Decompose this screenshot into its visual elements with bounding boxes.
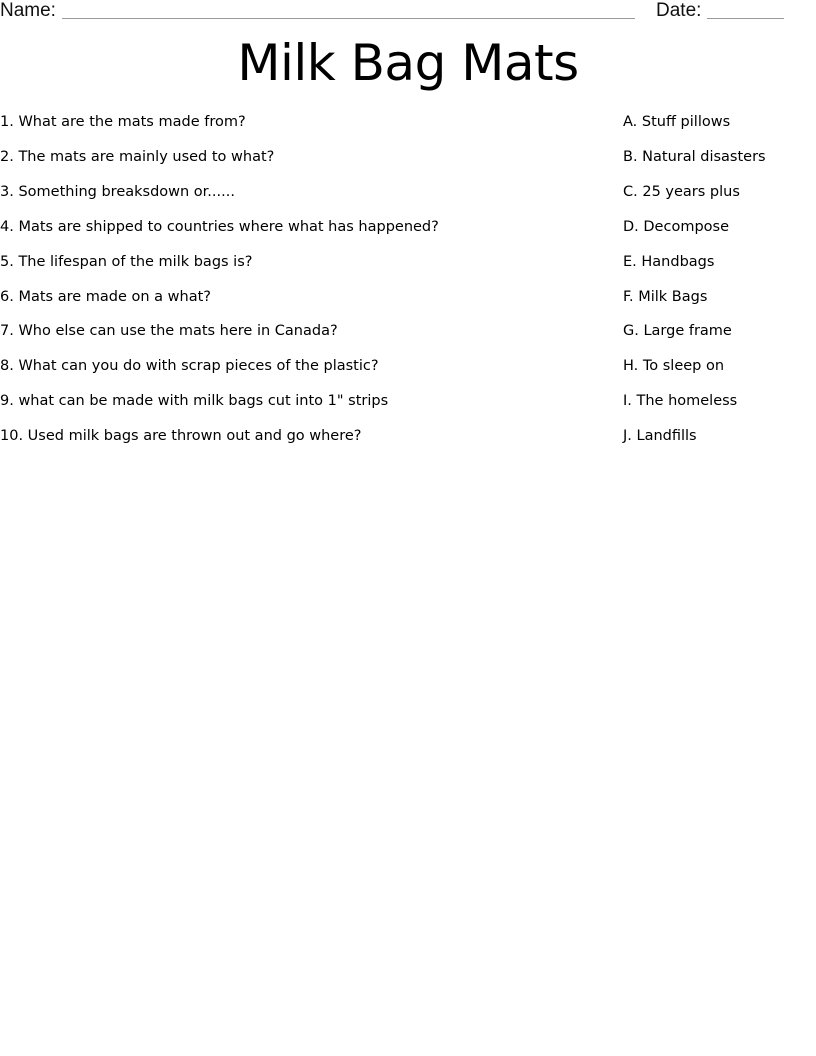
question-item: 10. Used milk bags are thrown out and go where? bbox=[0, 428, 362, 445]
answer-item: B. Natural disasters bbox=[623, 148, 766, 165]
question-item: 1. What are the mats made from? bbox=[0, 114, 246, 130]
answer-item: F. Milk Bags bbox=[623, 288, 708, 305]
name-label: Name: bbox=[0, 0, 56, 21]
question-item: 7. Who else can use the mats here in Canada? bbox=[0, 323, 338, 340]
answer-item: G. Large frame bbox=[623, 323, 732, 340]
answer-item: D. Decompose bbox=[623, 218, 729, 235]
question-item: 5. The lifespan of the milk bags is? bbox=[0, 253, 253, 270]
answer-item: I. The homeless bbox=[623, 393, 738, 410]
date-label: Date: bbox=[656, 0, 702, 21]
answer-item: E. Handbags bbox=[623, 253, 715, 270]
question-item: 3. Something breaksdown or...... bbox=[0, 183, 235, 200]
name-field[interactable] bbox=[62, 18, 635, 19]
question-item: 8. What can you do with scrap pieces of the plastic? bbox=[0, 358, 379, 375]
question-item: 6. Mats are made on a what? bbox=[0, 288, 211, 305]
page-title: Milk Bag Mats bbox=[237, 34, 579, 92]
answer-item: A. Stuff pillows bbox=[623, 114, 731, 130]
answer-item: J. Landfills bbox=[623, 428, 697, 445]
question-item: 4. Mats are shipped to countries where what has happened? bbox=[0, 218, 439, 235]
question-item: 9. what can be made with milk bags cut into 1" strips bbox=[0, 393, 389, 410]
answer-item: C. 25 years plus bbox=[623, 183, 740, 200]
question-item: 2. The mats are mainly used to what? bbox=[0, 148, 275, 165]
date-field[interactable] bbox=[707, 18, 784, 19]
answer-item: H. To sleep on bbox=[623, 358, 725, 375]
